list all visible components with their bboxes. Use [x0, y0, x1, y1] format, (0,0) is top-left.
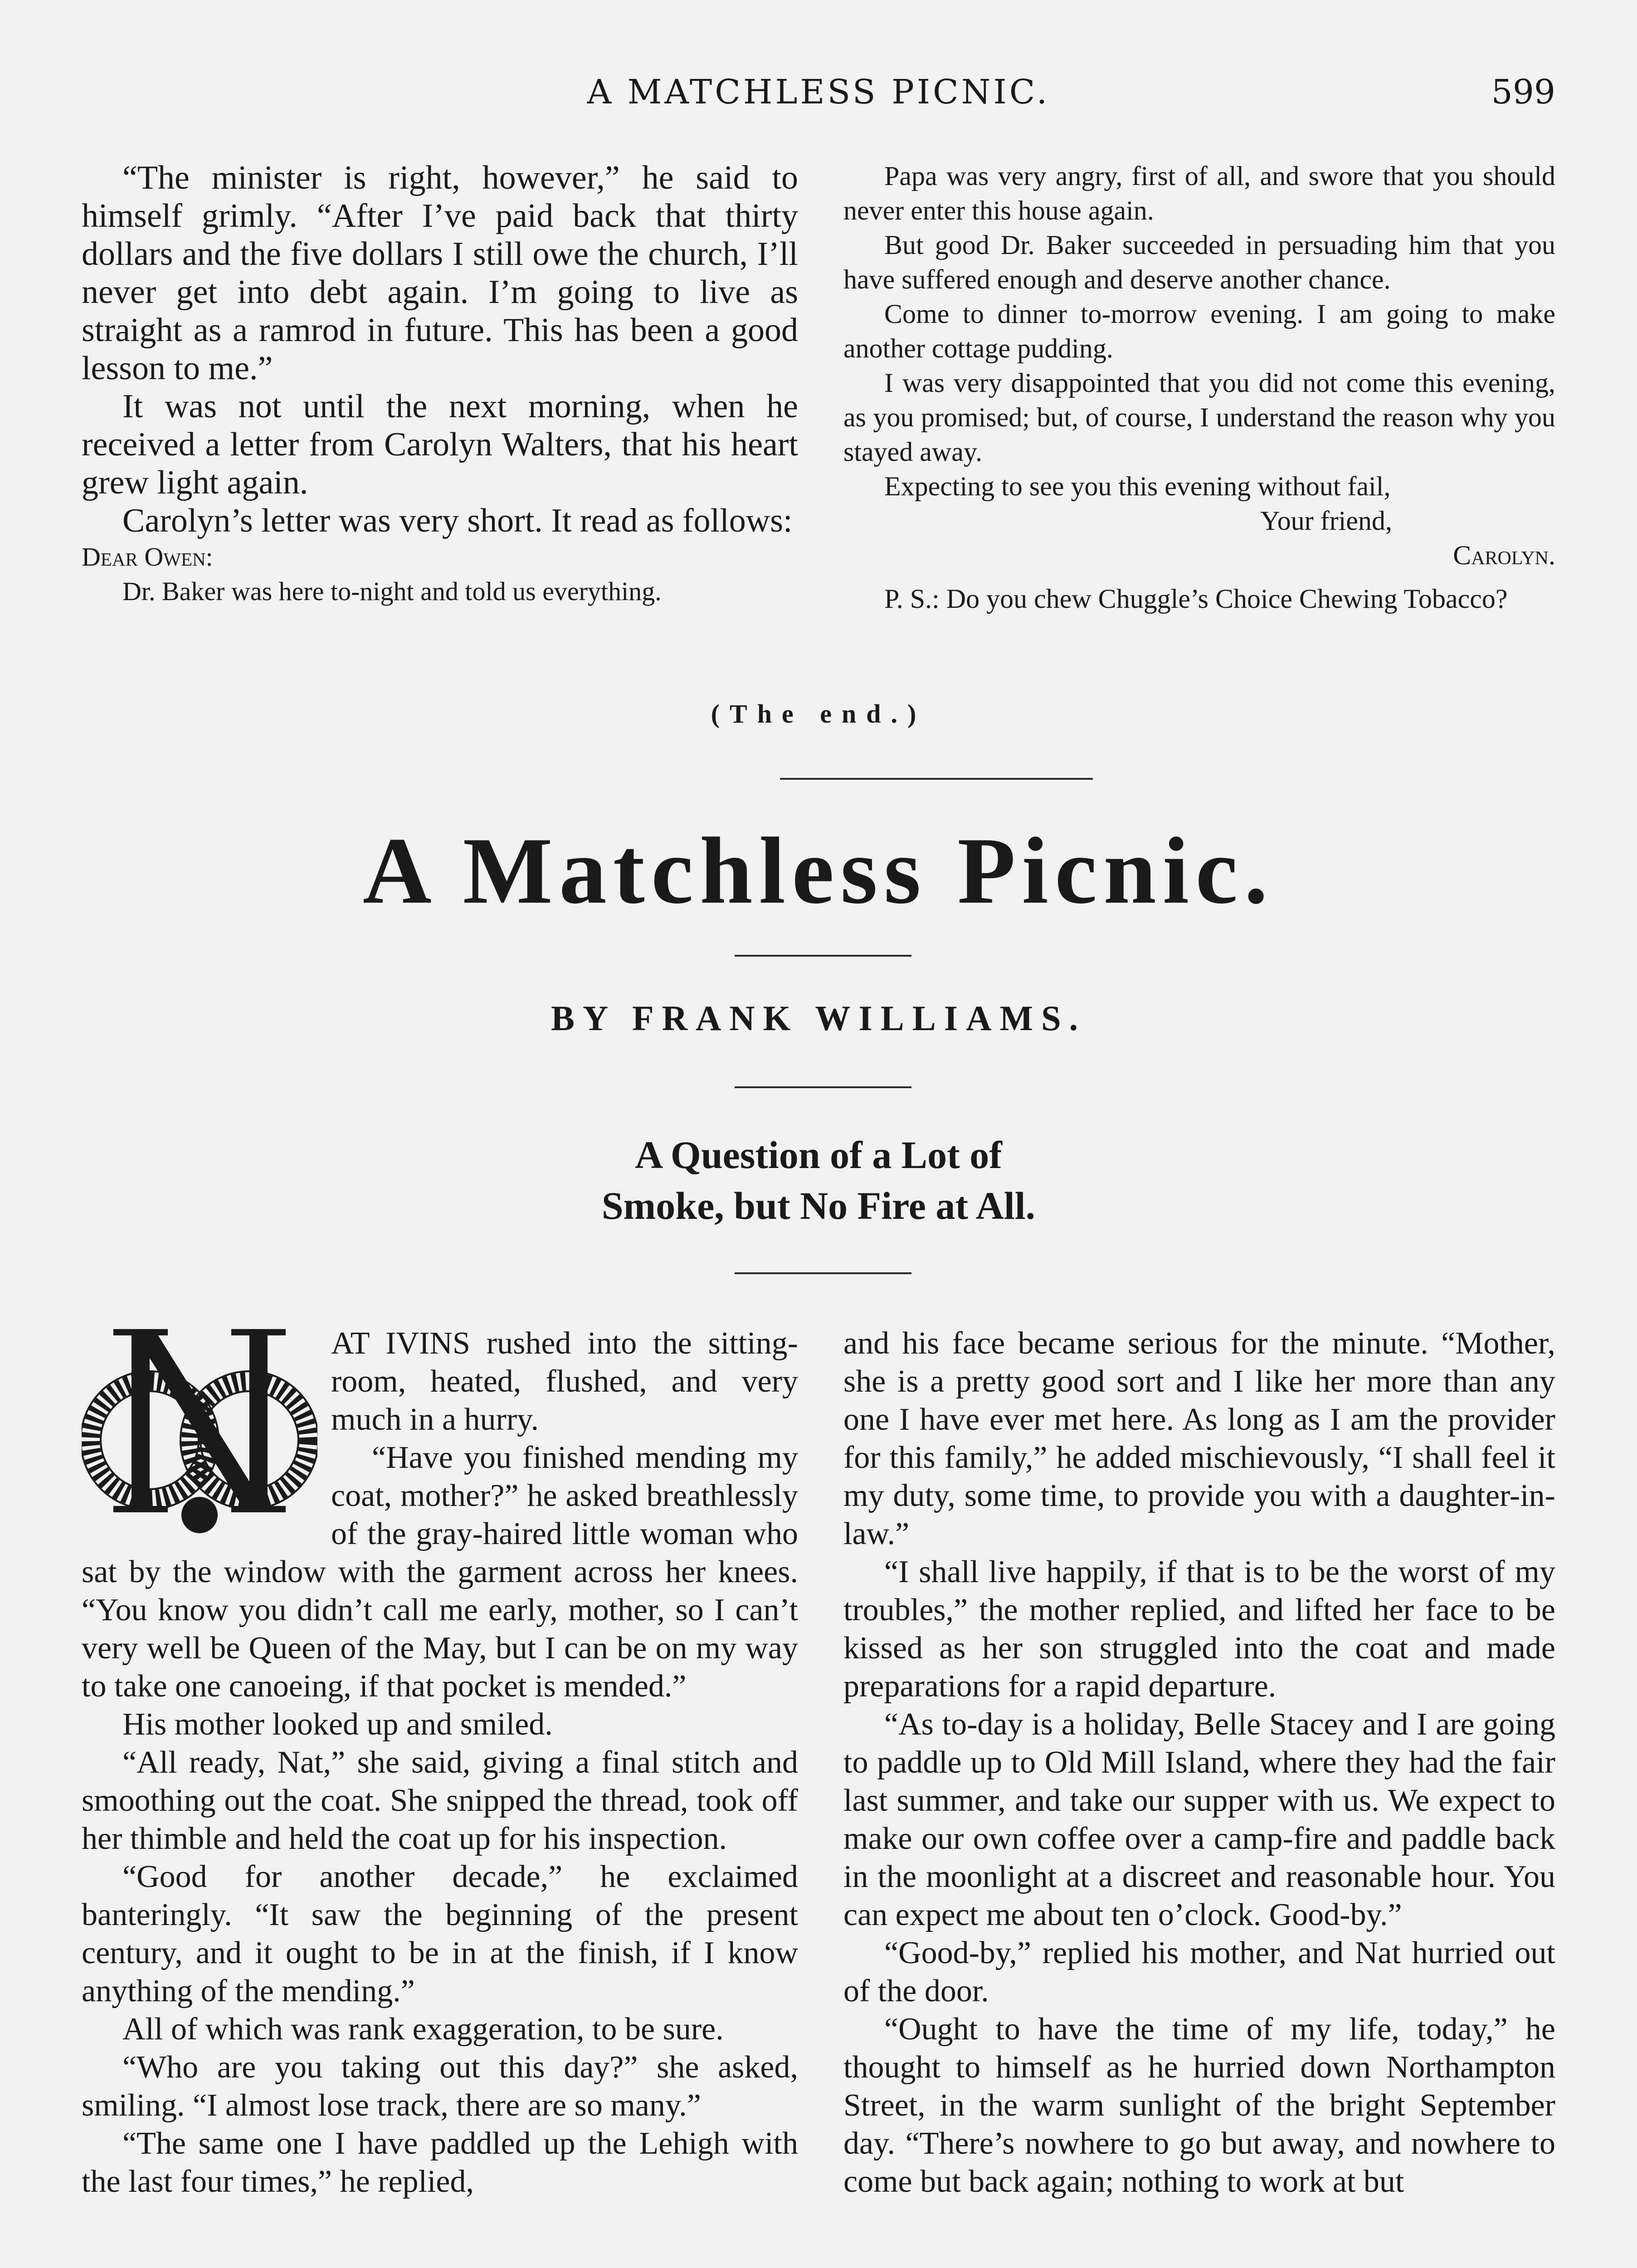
- page-number: 599: [1491, 73, 1555, 112]
- title-rule: [735, 955, 911, 957]
- paragraph: “Have you finished mending my coat, mother?” he asked breathlessly of the gray-haired little woman who sat by the window with the garment across her knees. “You know you didn’t call me early, mother, so I can’t very well be Queen of the May, but I can be on my way to take one canoeing, if that pocket is mended.”: [82, 1440, 798, 1704]
- article-subtitle: [0, 1129, 1637, 1231]
- end-marker: (The end.): [711, 699, 926, 728]
- dropcap-n-icon: [82, 1325, 317, 1538]
- story-left-column: [82, 1325, 798, 2201]
- paragraph: “Ought to have the time of my life, today,” he thought to himself as he hurried down Northampton Street, in the warm sunlight of the bright September day. “There’s nowhere to go but away, and nowhere to come but back again; nothing to work at but: [843, 2012, 1555, 2199]
- letter-salutation: Dear Owen:: [82, 542, 213, 572]
- paragraph: “Good-by,” replied his mother, and Nat hurried out of the door.: [843, 1936, 1555, 2009]
- letter-paragraph: Papa was very angry, first of all, and swore that you should never enter this house again.: [843, 161, 1555, 225]
- subtitle-rule: [735, 1272, 911, 1274]
- section-divider: [780, 778, 1093, 780]
- running-title: A MATCHLESS PICNIC.: [587, 73, 1050, 112]
- paragraph: Carolyn’s letter was very short. It read as follows:: [122, 502, 793, 539]
- opening-words: AT IVINS: [331, 1326, 470, 1361]
- paragraph: “Who are you taking out this day?” she asked, smiling. “I almost lose track, there are so many.”: [82, 2050, 798, 2123]
- subtitle-line: A Question of a Lot of: [635, 1133, 1002, 1177]
- article-byline: BY FRANK WILLIAMS.: [551, 998, 1086, 1038]
- opening-text: rushed into the sitting-room, heated, flushed, and very much in a hurry.: [331, 1326, 798, 1437]
- letter-paragraph: But good Dr. Baker succeeded in persuading him that you have suffered enough and deserve another chance.: [843, 230, 1555, 294]
- letter-paragraph: Dr. Baker was here to-night and told us everything.: [122, 577, 662, 606]
- letter-paragraph: Expecting to see you this evening without fail,: [884, 471, 1391, 501]
- letter-closing: Your friend,: [1260, 506, 1392, 536]
- letter-paragraph: Come to dinner to-morrow evening. I am going to make another cottage pudding.: [843, 299, 1555, 363]
- running-header: [0, 68, 1637, 118]
- paragraph: “The minister is right, however,” he said to himself grimly. “After I’ve paid back that thirty dollars and the five dollars I still owe the church, I’ll never get into debt again. I’m going to live as straight as a ramrod in future. This has been a good lesson to me.”: [82, 159, 798, 387]
- letter-postscript: P. S.: Do you chew Chuggle’s Choice Chewing Tobacco?: [884, 584, 1508, 614]
- paragraph: “I shall live happily, if that is to be the worst of my troubles,” the mother replied, and lifted her face to be kissed as her son struggled into the coat and made preparations for a rapid departure.: [843, 1554, 1555, 1704]
- top-left-column: [82, 159, 798, 609]
- subtitle-line: Smoke, but No Fire at All.: [601, 1184, 1036, 1227]
- paragraph: “Good for another decade,” he exclaimed banteringly. “It saw the beginning of the present century, and it ought to be in at the finish, if I know anything of the mending.”: [82, 1859, 798, 2009]
- paragraph: It was not until the next morning, when he received a letter from Carolyn Walters, that his heart grew light again.: [82, 388, 798, 501]
- paragraph-continuation: and his face became serious for the minute. “Mother, she is a pretty good sort and I like her more than any one I have ever met here. As long as I am the provider for this family,” he added mischievously, “I shall feel it my duty, some time, to provide you with a daughter-in-law.”: [843, 1326, 1555, 1551]
- paragraph: “The same one I have paddled up the Lehigh with the last four times,” he replied,: [82, 2126, 798, 2199]
- paragraph: “All ready, Nat,” she said, giving a final stitch and smoothing out the coat. She snipped the thread, took off her thimble and held the coat up for his inspection.: [82, 1745, 798, 1856]
- letter-signature: Carolyn.: [1453, 540, 1555, 570]
- byline-rule: [735, 1086, 911, 1088]
- story-right-column: [843, 1325, 1555, 2201]
- letter-paragraph: I was very disappointed that you did not come this evening, as you promised; but, of course, I understand the reason why you stayed away.: [843, 368, 1555, 467]
- paragraph: “As to-day is a holiday, Belle Stacey and I are going to paddle up to Old Mill Island, where they had the fair last summer, and take our supper with us. We expect to make our own coffee over a camp-fire and paddle back in the moonlight at a discreet and reasonable hour. You can expect me about ten o’clock. Good-by.”: [843, 1707, 1555, 1932]
- top-right-column: [843, 159, 1555, 616]
- article-title: A Matchless Picnic.: [363, 818, 1274, 924]
- paragraph: All of which was rank exaggeration, to be sure.: [122, 2012, 724, 2047]
- paragraph: His mother looked up and smiled.: [122, 1707, 553, 1742]
